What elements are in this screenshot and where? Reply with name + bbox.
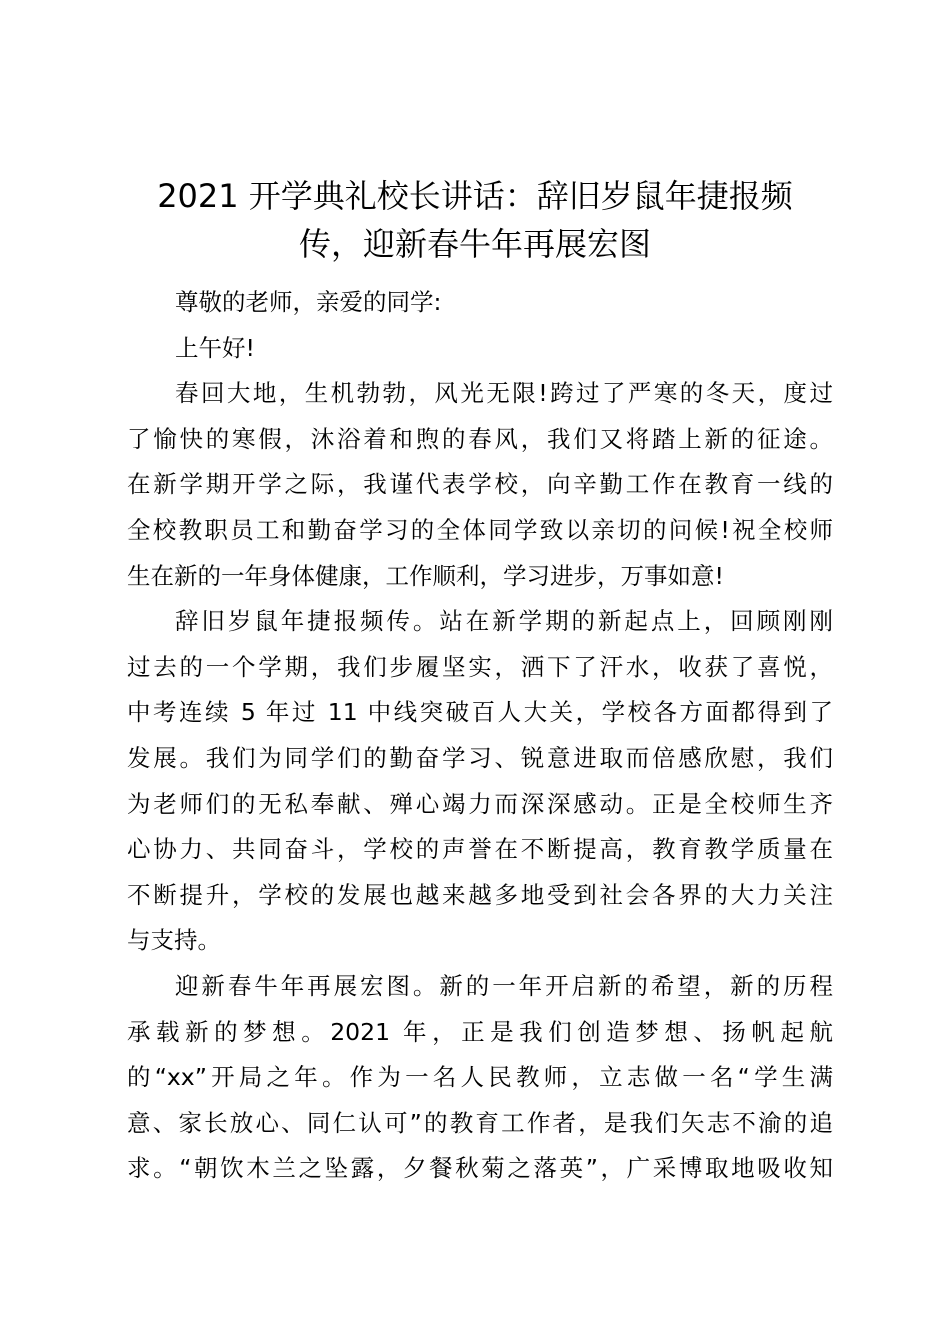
paragraph-line: 为老师们的无私奉献、殚心竭力而深深感动。正是全校师生齐 [127, 789, 833, 818]
paragraph-line: 迎新春牛年再展宏图。新的一年开启新的希望，新的历程 [175, 971, 833, 1000]
paragraph-line: 在新学期开学之际，我谨代表学校，向辛勤工作在教育一线的 [127, 470, 833, 499]
paragraph-line: 的“xx”开局之年。作为一名人民教师，立志做一名“学生满 [127, 1063, 833, 1092]
paragraph-line: 全校教职员工和勤奋学习的全体同学致以亲切的问候!祝全校师 [127, 515, 833, 544]
document-body [127, 280, 833, 1192]
paragraph-line: 与支持。 [127, 926, 221, 955]
paragraph-line: 春回大地，生机勃勃，风光无限!跨过了严寒的冬天，度过 [175, 379, 833, 408]
paragraph-line: 心协力、共同奋斗，学校的声誉在不断提高，教育教学质量在 [127, 835, 833, 864]
paragraph-3 [127, 964, 833, 1192]
paragraph-line: 承载新的梦想。2021 年，正是我们创造梦想、扬帆起航 [127, 1017, 833, 1046]
paragraph-line: 了愉快的寒假，沐浴着和煦的春风，我们又将踏上新的征途。 [127, 424, 833, 453]
paragraph-line: 发展。我们为同学们的勤奋学习、锐意进取而倍感欣慰，我们 [127, 743, 833, 772]
title-line-1: 2021 开学典礼校长讲话：辞旧岁鼠年捷报频 [157, 177, 793, 215]
title-line-2: 传，迎新春牛年再展宏图 [298, 225, 651, 263]
paragraph-line: 求。“朝饮木兰之坠露，夕餐秋菊之落英”，广采博取地吸收知 [127, 1154, 833, 1183]
paragraph-line: 中考连续 5 年过 11 中线突破百人大关，学校各方面都得到了 [127, 698, 833, 727]
paragraph-line: 辞旧岁鼠年捷报频传。站在新学期的新起点上，回顾刚刚 [175, 607, 833, 636]
paragraph-1 [127, 371, 833, 599]
paragraph-2 [127, 599, 833, 964]
greeting: 上午好! [175, 333, 255, 362]
paragraph-line: 不断提升，学校的发展也越来越多地受到社会各界的大力关注 [127, 880, 833, 909]
paragraph-line: 意、家长放心、同仁认可”的教育工作者，是我们矢志不渝的追 [127, 1108, 833, 1137]
paragraph-line: 过去的一个学期，我们步履坚实，洒下了汗水，收获了喜悦， [127, 652, 833, 681]
paragraph-line: 生在新的一年身体健康，工作顺利，学习进步，万事如意! [127, 561, 724, 590]
salutation: 尊敬的老师，亲爱的同学: [175, 288, 442, 316]
document-title [110, 172, 840, 268]
